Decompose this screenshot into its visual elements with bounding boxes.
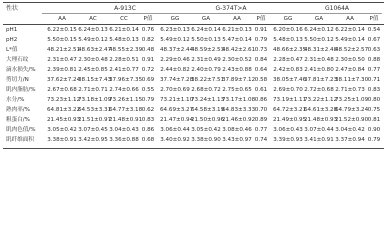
row-label: 水分/%: [6, 97, 25, 103]
table-cell: 64.53±3.31: [78, 107, 112, 113]
table-cell: 3.08±0.46: [222, 127, 252, 133]
table-cell: 2.28±0.51: [109, 57, 139, 63]
table-cell: 3.42±0.95: [78, 137, 108, 143]
col-header: GA: [201, 16, 211, 22]
table-cell: 64.69±3.27: [160, 107, 194, 113]
col-header: AA: [58, 16, 66, 22]
table-cell: 73.18±1.09: [78, 97, 112, 103]
group-header-1: A-913C: [114, 5, 136, 12]
group-underline: [42, 13, 382, 14]
table-cell: 6.22±0.15: [47, 27, 77, 33]
table-cell: 0.67: [367, 37, 381, 43]
table-cell: 0.79: [254, 37, 268, 43]
table-row: [0, 26, 387, 36]
table-row: [0, 36, 387, 46]
table-cell: 21.45±0.93: [47, 117, 81, 123]
table-cell: 73.17±1.08: [222, 97, 256, 103]
table-cell: 2.39±0.81: [47, 67, 77, 73]
table-cell: 3.39±0.93: [273, 137, 303, 143]
group-header-2: G-374T>A: [215, 5, 247, 12]
table-cell: 64.79±3.24: [335, 107, 369, 113]
table-cell: 0.80: [367, 97, 381, 103]
table-cell: 2.31±0.47: [47, 57, 77, 63]
col-header: AA: [233, 16, 241, 22]
row-label: 熟肉率/%: [6, 107, 30, 113]
col-header: AA: [346, 16, 354, 22]
table-cell: 2.30±0.52: [222, 57, 252, 63]
table-cell: 0.70: [254, 107, 268, 113]
table-cell: 21.48±0.91: [109, 117, 143, 123]
table-cell: 0.79: [141, 97, 155, 103]
group-header-3: G1064A: [324, 5, 350, 12]
table-cell: 6.23±0.13: [160, 27, 190, 33]
table-cell: 2.71±0.71: [78, 87, 108, 93]
col-header: P值: [143, 16, 153, 22]
table-cell: 73.26±1.15: [109, 97, 143, 103]
table-cell: 0.48: [141, 47, 155, 53]
table-cell: 21.48±0.93: [304, 117, 338, 123]
col-header: AC: [89, 16, 97, 22]
table-cell: 5.50±0.12: [304, 37, 334, 43]
table-cell: 5.49±0.12: [78, 37, 108, 43]
table-cell: 64.61±3.28: [304, 107, 338, 113]
table-cell: 64.72±3.21: [273, 107, 307, 113]
row-label: 粗蛋白/%: [6, 117, 30, 123]
table-cell: 2.41±0.77: [109, 67, 139, 73]
table-cell: 0.84: [254, 57, 268, 63]
table-row: [0, 86, 387, 96]
table-row: [0, 116, 387, 126]
row-label: 肌肉色值/%: [6, 127, 36, 133]
table-cell: 3.05±0.42: [191, 127, 221, 133]
table-cell: 6.20±0.16: [273, 27, 303, 33]
table-cell: 38.05±7.46: [273, 77, 307, 83]
table-row: [0, 96, 387, 106]
table-cell: 3.37±0.94: [335, 137, 365, 143]
table-cell: 21.46±0.92: [222, 117, 256, 123]
table-cell: 3.40±0.92: [160, 137, 190, 143]
table-cell: 2.69±0.70: [273, 87, 303, 93]
table-cell: 73.19±1.11: [273, 97, 307, 103]
table-cell: 64.77±3.18: [109, 107, 143, 113]
table-cell: 0.91: [254, 27, 268, 33]
table-cell: 48.55±2.39: [109, 47, 143, 53]
table-cell: 2.44±0.82: [160, 67, 190, 73]
table-cell: 0.72: [141, 67, 155, 73]
table-cell: 0.71: [367, 77, 381, 83]
table-cell: 73.24±1.13: [191, 97, 225, 103]
table-cell: 0.77: [254, 127, 268, 133]
table-cell: 73.22±1.12: [304, 97, 338, 103]
table-cell: 5.47±0.14: [222, 37, 252, 43]
table-cell: 2.41±0.80: [304, 67, 334, 73]
table-cell: 3.06±0.43: [273, 127, 303, 133]
table-cell: 37.96±7.35: [109, 77, 143, 83]
table-cell: 5.49±0.14: [335, 37, 365, 43]
table-bottom-rule: [3, 148, 384, 149]
table-cell: 0.82: [141, 37, 155, 43]
table-cell: 64.58±3.19: [191, 107, 225, 113]
table-cell: 6.21±0.13: [222, 27, 252, 33]
table-cell: 73.25±1.09: [335, 97, 369, 103]
table-cell: 5.50±0.13: [191, 37, 221, 43]
table-row: [0, 136, 387, 146]
table-cell: 48.63±2.47: [78, 47, 112, 53]
table-cell: 48.31±2.48: [304, 47, 338, 53]
table-cell: 38.22±7.51: [191, 77, 225, 83]
table-cell: 3.05±0.42: [47, 127, 77, 133]
table-cell: 21.49±0.95: [273, 117, 307, 123]
table-cell: 5.50±0.15: [47, 37, 77, 43]
table-row: [0, 126, 387, 136]
table-cell: 3.06±0.44: [160, 127, 190, 133]
table-cell: 38.15±7.43: [78, 77, 112, 83]
table-cell: 48.42±2.61: [222, 47, 256, 53]
table-cell: 2.75±0.65: [222, 87, 252, 93]
table-cell: 3.38±0.90: [191, 137, 221, 143]
table-cell: 5.48±0.13: [273, 37, 303, 43]
table-cell: 2.71±0.73: [335, 87, 365, 93]
table-cell: 0.74: [254, 137, 268, 143]
table-cell: 0.58: [254, 77, 268, 83]
table-cell: 2.30±0.48: [78, 57, 108, 63]
table-cell: 38.11±7.30: [335, 77, 369, 83]
header-bottom-rule: [3, 24, 384, 25]
table-cell: 2.28±0.47: [273, 57, 303, 63]
table-cell: 21.52±0.90: [335, 117, 369, 123]
table-cell: 37.89±7.12: [222, 77, 256, 83]
table-cell: 0.86: [141, 127, 155, 133]
table-cell: 5.48±0.13: [109, 37, 139, 43]
table-cell: 2.29±0.46: [160, 57, 190, 63]
table-cell: 0.83: [141, 117, 155, 123]
col-header: CC: [120, 16, 128, 22]
table-cell: 0.88: [367, 57, 381, 63]
table-row: [0, 66, 387, 76]
table-cell: 0.61: [254, 87, 268, 93]
table-cell: 2.74±0.66: [109, 87, 139, 93]
table-cell: 73.23±1.12: [47, 97, 81, 103]
table-cell: 48.66±2.35: [273, 47, 307, 53]
table-cell: 0.83: [367, 87, 381, 93]
table-cell: 0.77: [367, 67, 381, 73]
table-cell: 0.69: [141, 77, 155, 83]
table-cell: 0.64: [254, 67, 268, 73]
table-cell: 2.43±0.88: [222, 67, 252, 73]
table-cell: 37.74±7.28: [160, 77, 194, 83]
row-label: 肌纤维面积: [6, 137, 34, 143]
table-cell: 0.76: [141, 27, 155, 33]
table-cell: 0.86: [254, 97, 268, 103]
table-cell: 2.47±0.84: [335, 67, 365, 73]
row-label: pH2: [6, 37, 18, 43]
col-header: GG: [170, 16, 180, 22]
table-cell: 0.89: [254, 117, 268, 123]
table-row: [0, 56, 387, 66]
table-cell: 48.37±2.44: [160, 47, 194, 53]
table-cell: 2.31±0.48: [304, 57, 334, 63]
table-cell: 2.45±0.85: [78, 67, 108, 73]
row-label: pH1: [6, 27, 18, 33]
table-cell: 3.41±0.91: [304, 137, 334, 143]
table-cell: 0.55: [141, 87, 155, 93]
table-cell: 2.30±0.50: [335, 57, 365, 63]
table-cell: 2.40±0.79: [191, 67, 221, 73]
table-cell: 2.68±0.72: [191, 87, 221, 93]
table-row: [0, 76, 387, 86]
table-row: [0, 46, 387, 56]
col-header: GG: [283, 16, 293, 22]
table-cell: 0.91: [141, 57, 155, 63]
table-cell: 6.24±0.13: [78, 27, 108, 33]
col-header: GA: [314, 16, 324, 22]
table-cell: 3.38±0.91: [47, 137, 77, 143]
table-cell: 37.81±7.23: [304, 77, 338, 83]
table-cell: 3.43±0.97: [222, 137, 252, 143]
table-cell: 0.73: [254, 47, 268, 53]
trait-header: 性状: [6, 5, 19, 12]
col-header: P值: [369, 16, 379, 22]
table-cell: 48.59±2.53: [191, 47, 225, 53]
table-top-rule: [3, 2, 384, 3]
table-cell: 48.21±2.51: [47, 47, 81, 53]
table-cell: 2.67±0.68: [47, 87, 77, 93]
table-cell: 6.24±0.12: [304, 27, 334, 33]
table-cell: 3.36±0.88: [109, 137, 139, 143]
table-cell: 21.50±0.96: [191, 117, 225, 123]
table-cell: 73.21±1.10: [160, 97, 194, 103]
table-cell: 0.68: [141, 137, 155, 143]
table-cell: 3.07±0.45: [78, 127, 108, 133]
table-cell: 64.83±3.33: [222, 107, 256, 113]
table-cell: 0.79: [367, 137, 381, 143]
table-cell: 2.72±0.68: [304, 87, 334, 93]
table-cell: 64.81±3.22: [47, 107, 81, 113]
table-cell: 0.63: [367, 47, 381, 53]
table-cell: 6.21±0.14: [109, 27, 139, 33]
table-cell: 21.47±0.94: [160, 117, 194, 123]
table-cell: 48.52±2.57: [335, 47, 369, 53]
table-cell: 3.07±0.44: [304, 127, 334, 133]
row-label: 剪切力/N: [6, 77, 29, 83]
row-label: L*值: [6, 47, 18, 53]
table-cell: 3.04±0.43: [109, 127, 139, 133]
col-header: P值: [256, 16, 266, 22]
table-cell: 0.81: [367, 117, 381, 123]
table-cell: 5.49±0.12: [160, 37, 190, 43]
row-label: 肌内脂肪/%: [6, 87, 36, 93]
table-cell: 21.51±0.97: [78, 117, 112, 123]
row-label: 滴水损失/%: [6, 67, 36, 73]
table-cell: 6.24±0.14: [191, 27, 221, 33]
row-label: 大理石纹: [6, 57, 29, 63]
table-cell: 0.75: [367, 107, 381, 113]
table-cell: 2.42±0.83: [273, 67, 303, 73]
table-cell: 37.62±7.24: [47, 77, 81, 83]
table-cell: 0.90: [367, 127, 381, 133]
table-cell: 6.22±0.14: [335, 27, 365, 33]
table-row: [0, 106, 387, 116]
table-cell: 2.70±0.69: [160, 87, 190, 93]
table-cell: 2.31±0.49: [191, 57, 221, 63]
table-cell: 3.04±0.42: [335, 127, 365, 133]
table-cell: 0.62: [141, 107, 155, 113]
table-cell: 0.54: [367, 27, 381, 33]
